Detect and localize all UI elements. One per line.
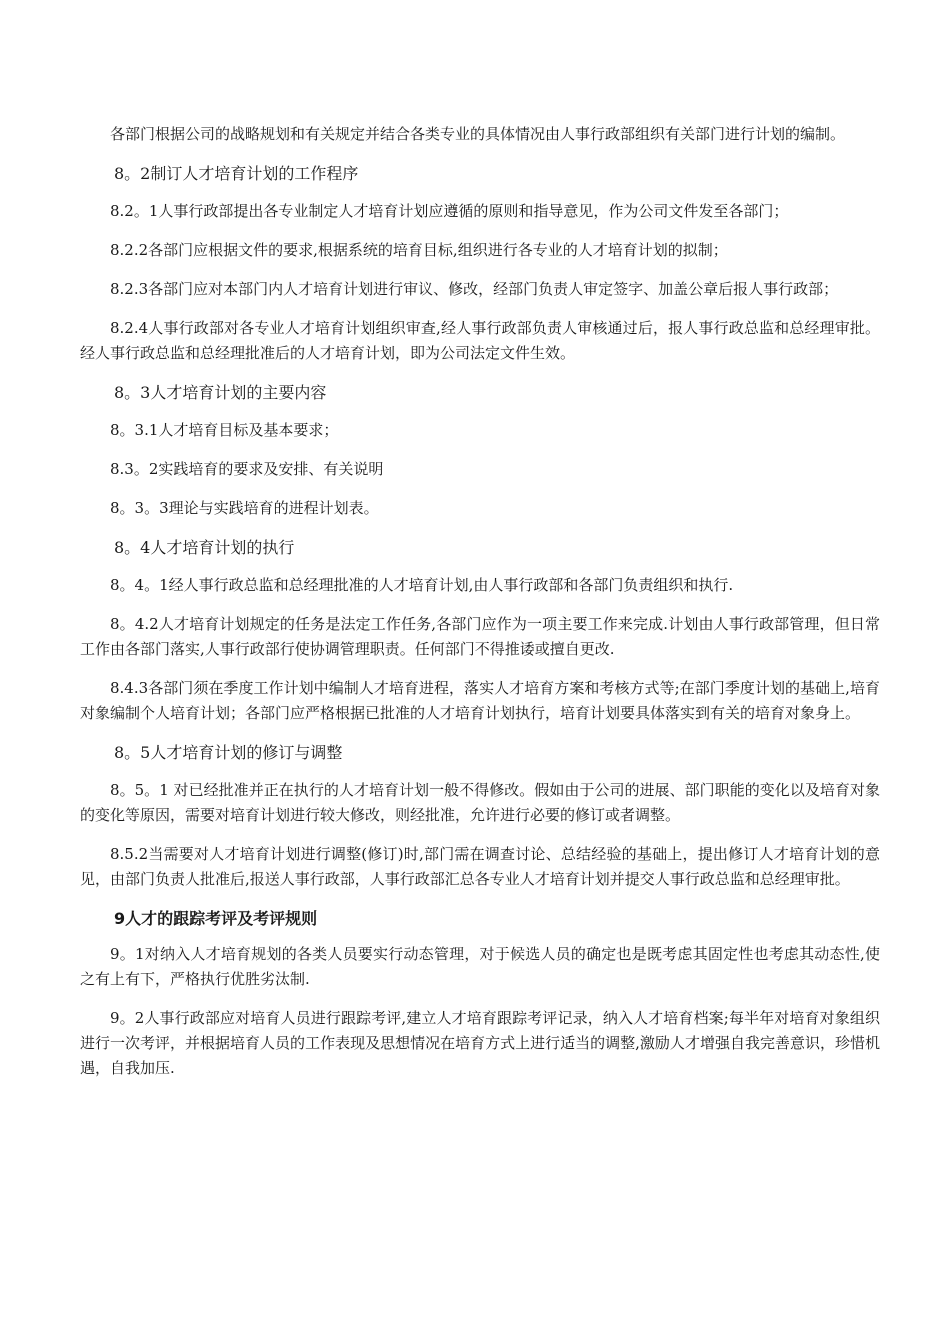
clause-8-3-2: 8.3。2实践培育的要求及安排、有关说明 xyxy=(110,460,384,478)
clause-8-5-1: 8。5。1 对已经批准并正在执行的人才培育计划一般不得修改。假如由于公司的进展、部门职能的变化以及培育对象的变化等原因，需要对培育计划进行较大修改，则经批准，允许进行必要的修订或者调整。 xyxy=(80,781,880,824)
section-8-2-heading: 8。2制订人才培育计划的工作程序 xyxy=(114,164,359,183)
clause-9-2: 9。2人事行政部应对培育人员进行跟踪考评,建立人才培育跟踪考评记录，纳入人才培育档案;每半年对培育对象组织进行一次考评，并根据培育人员的工作表现及思想情况在培育方式上进行适当的调整,激励人才增强自我完善意识，珍惜机遇，自我加压. xyxy=(80,1009,880,1077)
section-8-5-heading: 8。5人才培育计划的修订与调整 xyxy=(114,743,343,762)
clause-8-2-4: 8.2.4人事行政部对各专业人才培育计划组织审查,经人事行政部负责人审核通过后，报人事行政总监和总经理审批。经人事行政总监和总经理批准后的人才培育计划，即为公司法定文件生效。 xyxy=(80,319,880,362)
clause-8-2-2: 8.2.2各部门应根据文件的要求,根据系统的培育目标,组织进行各专业的人才培育计划的拟制； xyxy=(110,241,728,259)
section-9-heading: 9人才的跟踪考评及考评规则 xyxy=(114,909,318,928)
clause-8-3-3: 8。3。3理论与实践培育的进程计划表。 xyxy=(110,499,379,517)
clause-8-4-3: 8.4.3各部门须在季度工作计划中编制人才培育进程，落实人才培育方案和考核方式等;在部门季度计划的基础上,培育对象编制个人培育计划；各部门应严格根据已批准的人才培育计划执行，培育计划要具体落实到有关的培育对象身上。 xyxy=(80,679,880,722)
clause-8-4-2: 8。4.2人才培育计划规定的任务是法定工作任务,各部门应作为一项主要工作来完成.计划由人事行政部管理，但日常工作由各部门落实,人事行政部行使协调管理职责。任何部门不得推诿或擅自更改. xyxy=(80,615,880,658)
clause-8-2-1: 8.2。1人事行政部提出各专业制定人才培育计划应遵循的原则和指导意见，作为公司文件发至各部门； xyxy=(110,202,789,220)
clause-9-1: 9。1对纳入人才培育规划的各类人员要实行动态管理，对于候选人员的确定也是既考虑其固定性也考虑其动态性,使之有上有下，严格执行优胜劣汰制. xyxy=(80,945,880,988)
clause-8-5-2: 8.5.2当需要对人才培育计划进行调整(修订)时,部门需在调查讨论、总结经验的基础上，提出修订人才培育计划的意见，由部门负责人批准后,报送人事行政部，人事行政部汇总各专业人才培育计划并提交人事行政总监和总经理审批。 xyxy=(80,845,880,888)
section-8-4-heading: 8。4人才培育计划的执行 xyxy=(114,538,295,557)
clause-8-3-1: 8。3.1人才培育目标及基本要求； xyxy=(110,421,339,439)
document-page xyxy=(80,122,880,1095)
section-8-3-heading: 8。3人才培育计划的主要内容 xyxy=(114,383,327,402)
clause-8-4-1: 8。4。1经人事行政总监和总经理批准的人才培育计划,由人事行政部和各部门负责组织和执行. xyxy=(110,576,734,594)
clause-8-2-3: 8.2.3各部门应对本部门内人才培育计划进行审议、修改，经部门负责人审定签字、加盖公章后报人事行政部； xyxy=(110,280,839,298)
intro-paragraph: 各部门根据公司的战略规划和有关规定并结合各类专业的具体情况由人事行政部组织有关部门进行计划的编制。 xyxy=(110,125,846,143)
